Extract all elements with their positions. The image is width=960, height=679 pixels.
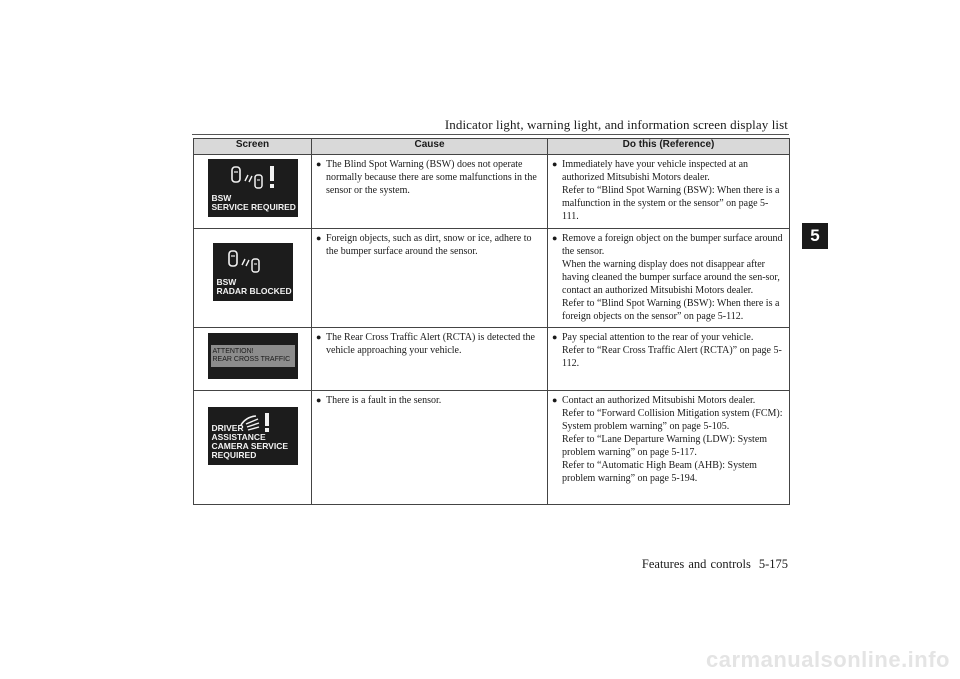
- screen-cell: [194, 155, 312, 229]
- bullet-icon: ●: [552, 332, 558, 342]
- cause-cell: [312, 391, 548, 505]
- footer-page-number: 5-175: [758, 557, 788, 571]
- action-text: Remove a foreign object on the bumper surface around the sensor. When the warning display does not disappear after having cleaned the bumper surface around the sen-sor, contact an authorized Mitsubishi Motors dealer. Refer to “Blind Spot Warning (BSW): When there is a foreign objects on the sensor” on page 5-112.: [562, 233, 783, 322]
- screen-cell: [194, 229, 312, 328]
- display-message: BSW SERVICE REQUIRED: [211, 193, 296, 212]
- watermark: carmanualsonline.info: [706, 647, 950, 672]
- column-header-cause: Cause: [312, 139, 548, 155]
- page-footer: [642, 557, 788, 572]
- action-text: Contact an authorized Mitsubishi Motors dealer. Refer to “Forward Collision Mitigation system (FCM): System problem warning” on page 5-105. Refer to “Lane Departure Warning (LDW): System problem warning” on page 5-117. Refer to “Automatic High Beam (AHB): System problem warning” on page 5-194.: [562, 395, 783, 484]
- bullet-icon: ●: [316, 233, 322, 243]
- bsw-radar-icon: [227, 249, 267, 275]
- rcta-display: [208, 333, 298, 379]
- display-message: DRIVER ASSISTANCE CAMERA SERVICE REQUIRED: [211, 423, 289, 460]
- footer-section: Features and controls: [641, 557, 751, 571]
- bullet-icon: ●: [316, 395, 322, 405]
- action-cell: [548, 155, 790, 229]
- bsw-radar-display: [213, 243, 293, 301]
- header-rule: [192, 134, 789, 135]
- bullet-icon: ●: [316, 332, 322, 342]
- column-header-screen: Screen: [194, 139, 312, 155]
- screen-cell: [194, 391, 312, 505]
- cause-cell: [312, 328, 548, 391]
- bullet-icon: ●: [552, 233, 558, 243]
- cause-text: There is a fault in the sensor.: [326, 395, 442, 406]
- table-header-row: [194, 139, 790, 155]
- table-row: [194, 328, 790, 391]
- display-message: BSW RADAR BLOCKED: [216, 277, 292, 296]
- cause-text: The Blind Spot Warning (BSW) does not operate normally because there are some malfunctions in the sensor or the system.: [326, 159, 537, 196]
- action-cell: [548, 391, 790, 505]
- cause-cell: [312, 155, 548, 229]
- table-row: [194, 391, 790, 505]
- column-header-action: Do this (Reference): [548, 139, 790, 155]
- bullet-icon: ●: [552, 159, 558, 169]
- table-row: [194, 155, 790, 229]
- cause-text: Foreign objects, such as dirt, snow or ice, adhere to the bumper surface around the sensor.: [326, 233, 532, 257]
- display-list-table: [193, 138, 790, 505]
- screen-cell: [194, 328, 312, 391]
- action-text: Pay special attention to the rear of your vehicle. Refer to “Rear Cross Traffic Alert (RCTA)” on page 5-112.: [562, 332, 782, 369]
- driver-assistance-display: [208, 407, 298, 465]
- action-cell: [548, 229, 790, 328]
- cause-cell: [312, 229, 548, 328]
- bullet-icon: ●: [316, 159, 322, 169]
- rcta-alert-panel: [211, 345, 295, 367]
- bullet-icon: ●: [552, 395, 558, 405]
- display-message: ATTENTION! REAR CROSS TRAFFIC: [212, 348, 291, 363]
- page-header-title: Indicator light, warning light, and information screen display list: [444, 117, 788, 132]
- chapter-tab: 5: [802, 223, 828, 249]
- bsw-service-display: [208, 159, 298, 217]
- table-row: [194, 229, 790, 328]
- bsw-warning-icon: [230, 165, 282, 191]
- action-cell: [548, 328, 790, 391]
- action-text: Immediately have your vehicle inspected at an authorized Mitsubishi Motors dealer. Refer to “Blind Spot Warning (BSW): When there is a malfunction in the system or the sensor” on page 5-111.: [562, 159, 780, 222]
- cause-text: The Rear Cross Traffic Alert (RCTA) is detected the vehicle approaching your vehicle.: [326, 332, 535, 356]
